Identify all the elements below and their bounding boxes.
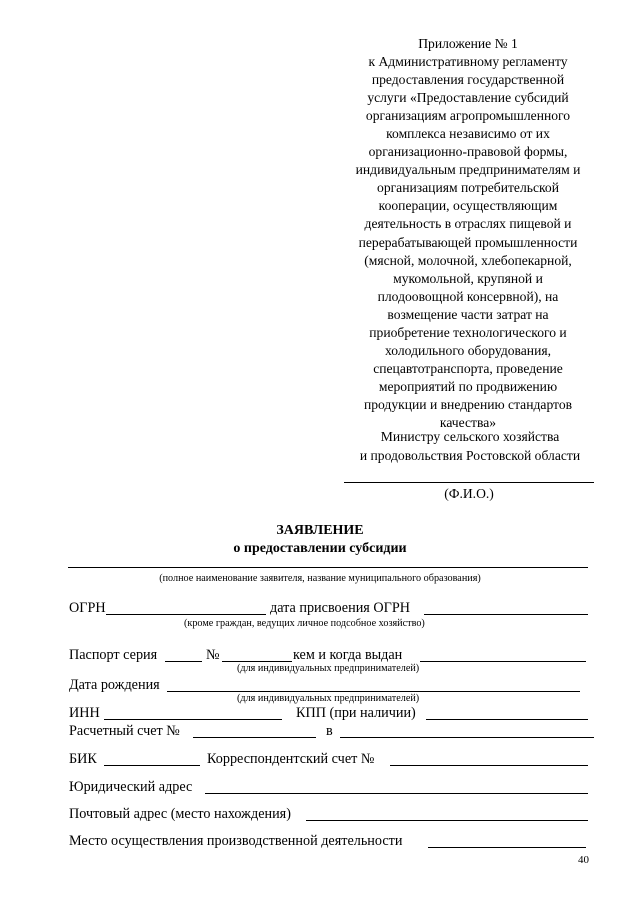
production-place-label: Место осуществления производственной деятельности — [69, 833, 403, 849]
addressee-line-2: и продовольствия Ростовской области — [359, 448, 581, 463]
addressee-line-1: Министру сельского хозяйства — [380, 429, 560, 444]
passport-note: (для индивидуальных предпринимателей) — [237, 663, 420, 674]
annex-line: услуги «Предоставление субсидий — [367, 90, 569, 106]
fio-signature-line — [344, 482, 594, 483]
annex-line: мукомольной, крупяной и — [393, 270, 543, 286]
annex-line: к Административному регламенту — [368, 54, 568, 70]
birth-label: Дата рождения — [69, 677, 160, 693]
bik-label: БИК — [69, 751, 97, 767]
annex-line: (мясной, молочной, хлебопекарной, — [364, 252, 572, 268]
postal-address-label: Почтовый адрес (место нахождения) — [69, 806, 291, 822]
kpp-field[interactable] — [426, 719, 588, 720]
birth-date-field[interactable] — [167, 691, 580, 692]
annex-line: мероприятий по продвижению — [378, 378, 558, 394]
annex-line: комплекса независимо от их — [386, 126, 550, 142]
inn-field[interactable] — [104, 719, 282, 720]
ogrn-label: ОГРН — [69, 600, 106, 616]
production-place-field[interactable] — [428, 847, 586, 848]
annex-line: Приложение № 1 — [418, 36, 518, 51]
annex-line: организациям агропромышленного — [365, 108, 571, 124]
annex-line: перерабатывающей промышленности — [358, 234, 578, 250]
addressee-block — [330, 427, 610, 465]
fio-caption: (Ф.И.О.) — [444, 486, 494, 501]
annex-line: плодоовощной консервной), на — [377, 288, 559, 304]
annex-header — [300, 35, 636, 432]
annex-line: кооперации, осуществляющим — [378, 198, 558, 214]
annex-line: деятельность в отраслях пищевой и — [364, 216, 572, 232]
inn-label: ИНН — [69, 705, 100, 721]
passport-issued-field[interactable] — [420, 661, 586, 662]
annex-line: холодильного оборудования, — [384, 342, 552, 358]
page-number: 40 — [578, 854, 589, 866]
passport-series-field[interactable] — [165, 661, 202, 662]
corr-account-label: Корреспондентский счет № — [207, 751, 375, 767]
ogrn-date-label: дата присвоения ОГРН — [270, 600, 410, 616]
applicant-name-field[interactable] — [68, 567, 588, 568]
annex-line: качества» — [439, 414, 497, 430]
passport-no-label: № — [206, 647, 220, 663]
annex-line: индивидуальным предпринимателям и — [355, 162, 581, 178]
annex-line: возмещение части затрат на — [387, 306, 549, 322]
passport-issued-label: кем и когда выдан — [293, 647, 403, 663]
passport-label: Паспорт серия — [69, 647, 158, 663]
passport-number-field[interactable] — [222, 661, 292, 662]
postal-address-field[interactable] — [306, 820, 588, 821]
annex-line: организационно-правовой формы, — [368, 144, 568, 160]
corr-account-field[interactable] — [390, 765, 588, 766]
annex-line: организациям потребительской — [377, 180, 559, 196]
ogrn-date-field[interactable] — [424, 614, 588, 615]
account-label: Расчетный счет № — [69, 723, 180, 739]
ogrn-note: (кроме граждан, ведущих личное подсобное хозяйство) — [184, 618, 425, 629]
account-number-field[interactable] — [193, 737, 316, 738]
annex-line: предоставления государственной — [371, 72, 565, 88]
annex-line: приобретение технологического и — [369, 324, 567, 340]
legal-address-field[interactable] — [205, 793, 588, 794]
annex-line: спецавтотранспорта, проведение — [373, 360, 563, 376]
account-bank-label: в — [326, 723, 333, 739]
title-main: ЗАЯВЛЕНИЕ — [276, 523, 364, 538]
birth-note: (для индивидуальных предпринимателей) — [237, 693, 420, 704]
ogrn-field[interactable] — [106, 614, 266, 615]
applicant-note: (полное наименование заявителя, название муниципального образования) — [159, 573, 481, 584]
document-title — [0, 522, 640, 558]
title-sub: о предоставлении субсидии — [233, 541, 407, 556]
bik-field[interactable] — [104, 765, 200, 766]
annex-line: продукции и внедрению стандартов — [363, 396, 573, 412]
legal-address-label: Юридический адрес — [69, 779, 193, 795]
kpp-label: КПП (при наличии) — [296, 705, 416, 721]
account-bank-field[interactable] — [340, 737, 594, 738]
